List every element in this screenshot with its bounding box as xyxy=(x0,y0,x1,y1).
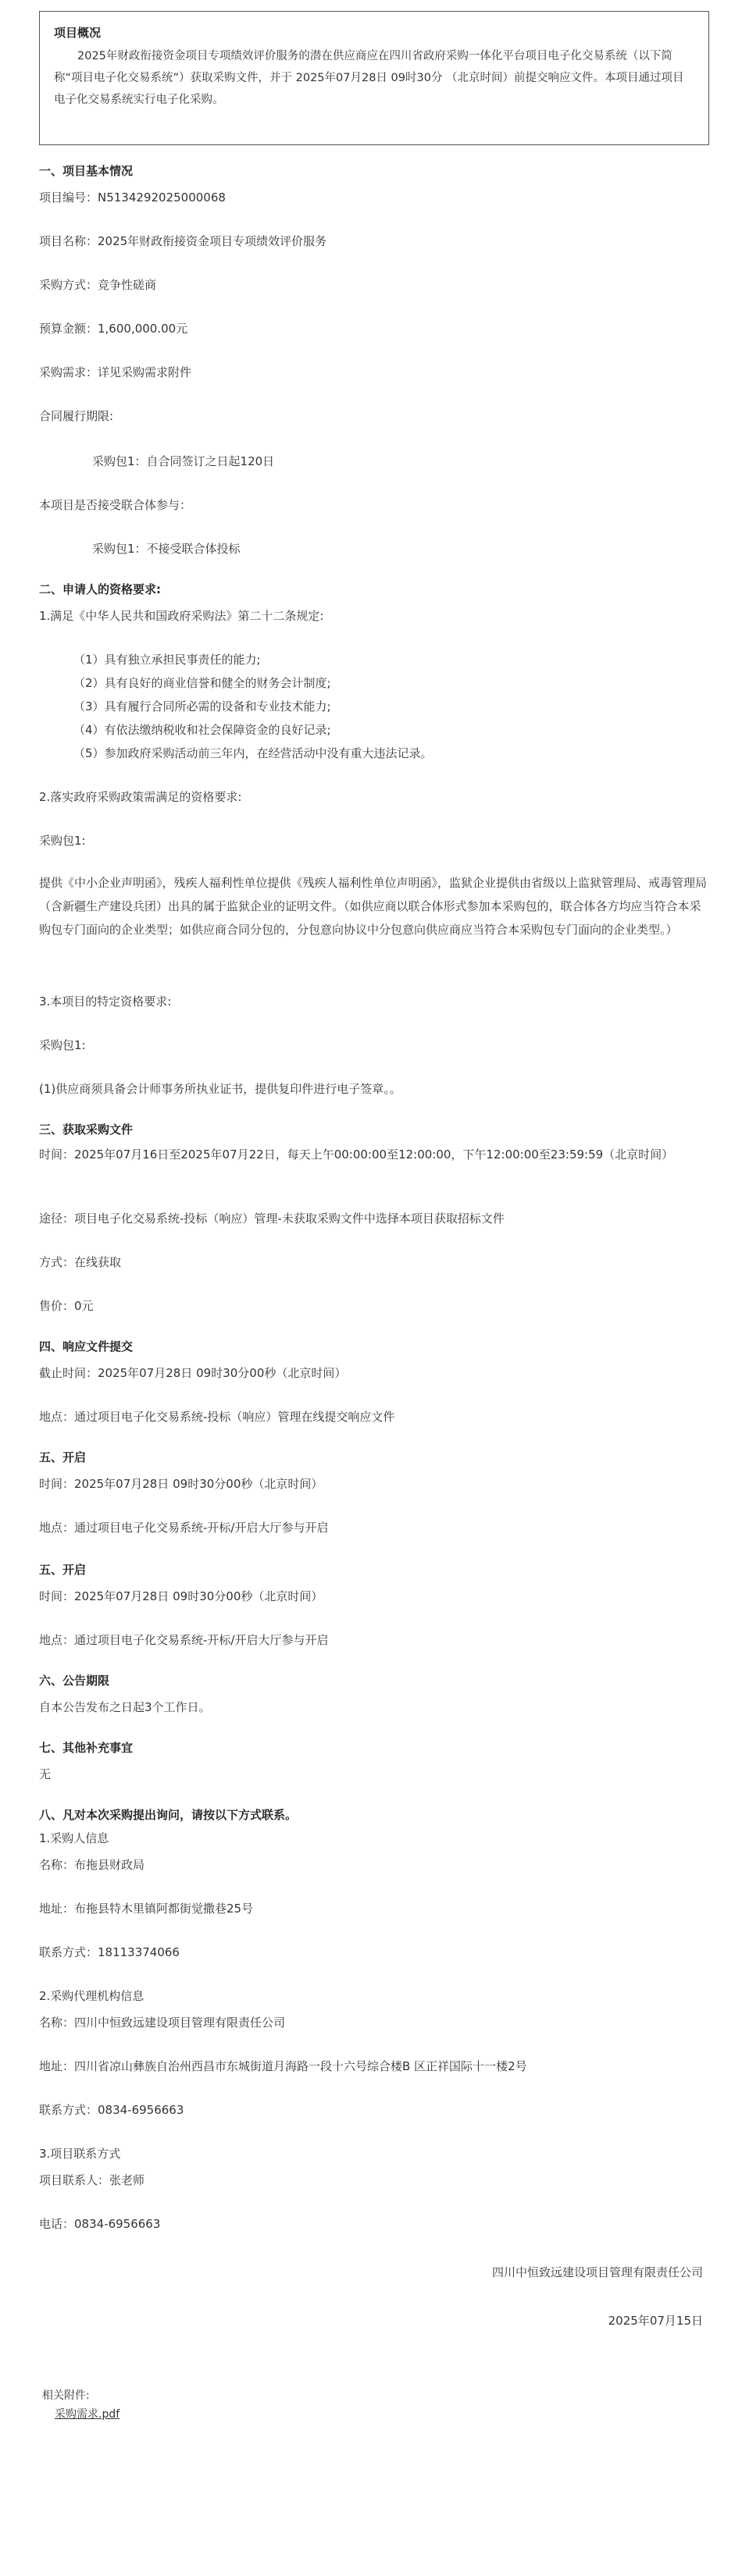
section-4-heading: 四、响应文件提交 xyxy=(39,1340,134,1354)
attachments-label: 相关附件: xyxy=(42,2389,90,2402)
agency-address: 地址：四川省凉山彝族自治州西昌市东城街道月海路一段十六号综合楼B 区正祥国际十一楼2号 xyxy=(39,2059,527,2073)
document-acquisition-mode: 方式：在线获取 xyxy=(39,1255,122,1269)
project-number: 项目编号：N5134292025000068 xyxy=(39,190,226,205)
project-contact-person: 项目联系人：张老师 xyxy=(39,2173,145,2187)
submission-deadline: 截止时间：2025年07月28日 09时30分00秒（北京时间） xyxy=(39,1366,347,1380)
qualification-item-3: 3.本项目的特定资格要求: xyxy=(39,994,172,1009)
document-acquisition-channel: 途径：项目电子化交易系统-投标（响应）管理-未获取采购文件中选择本项目获取招标文件 xyxy=(39,1212,505,1226)
procurement-requirement: 采购需求：详见采购需求附件 xyxy=(39,365,192,379)
specific-requirement-text: (1)供应商须具备会计师事务所执业证书，提供复印件进行电子签章。。 xyxy=(39,1082,401,1096)
contract-period-package: 采购包1：自合同签订之日起120日 xyxy=(92,454,275,468)
section-2-heading: 二、申请人的资格要求: xyxy=(39,582,161,596)
buyer-phone: 联系方式：18113374066 xyxy=(39,1945,180,1959)
section-1-heading: 一、项目基本情况 xyxy=(39,164,134,178)
section-8-heading: 八、凡对本次采购提出询问，请按以下方式联系。 xyxy=(39,1808,298,1822)
qualification-list-item: （3）具有履行合同所必需的设备和专业技术能力; xyxy=(73,699,331,713)
overview-title: 项目概况 xyxy=(54,26,102,40)
project-contact-title: 3.项目联系方式 xyxy=(39,2147,121,2161)
buyer-name: 名称：布拖县财政局 xyxy=(39,1858,145,1872)
consortium-package: 采购包1：不接受联合体投标 xyxy=(92,542,241,556)
opening-time-repeat: 时间：2025年07月28日 09时30分00秒（北京时间） xyxy=(39,1589,323,1603)
qualification-list-item: （1）具有独立承担民事责任的能力; xyxy=(73,653,261,667)
contract-period-label: 合同履行期限: xyxy=(39,409,114,423)
agency-phone: 联系方式：0834-6956663 xyxy=(39,2103,184,2117)
project-name: 项目名称：2025年财政衔接资金项目专项绩效评价服务 xyxy=(39,234,327,248)
qualification-list-item: （2）具有良好的商业信誉和健全的财务会计制度; xyxy=(73,676,331,690)
buyer-info-title: 1.采购人信息 xyxy=(39,1831,109,1845)
section-5-repeat-heading: 五、开启 xyxy=(39,1563,87,1577)
policy-package-label: 采购包1: xyxy=(39,834,86,848)
submission-place: 地点：通过项目电子化交易系统-投标（响应）管理在线提交响应文件 xyxy=(39,1410,395,1424)
opening-time: 时间：2025年07月28日 09时30分00秒（北京时间） xyxy=(39,1477,323,1491)
signature-company: 四川中恒致远建设项目管理有限责任公司 xyxy=(491,2265,703,2279)
qualification-list-item: （5）参加政府采购活动前三年内，在经营活动中没有重大违法记录。 xyxy=(73,746,433,760)
section-5-heading: 五、开启 xyxy=(39,1450,87,1464)
project-contact-phone: 电话：0834-6956663 xyxy=(39,2217,161,2231)
buyer-address: 地址：布拖县特木里镇阿都街觉撒巷25号 xyxy=(39,1902,254,1916)
attachment-link[interactable]: 采购需求.pdf xyxy=(55,2408,120,2421)
agency-info-title: 2.采购代理机构信息 xyxy=(39,1989,144,2003)
announcement-period: 自本公告发布之日起3个工作日。 xyxy=(39,1700,211,1714)
consortium-label: 本项目是否接受联合体参与： xyxy=(39,498,192,512)
opening-place-repeat: 地点：通过项目电子化交易系统-开标/开启大厅参与开启 xyxy=(39,1633,329,1647)
budget-amount: 预算金额：1,600,000.00元 xyxy=(39,322,188,336)
document-acquisition-time: 时间：2025年07月16日至2025年07月22日，每天上午00:00:00至12:00:00，下午12:00:00至23:59:59（北京时间） xyxy=(39,1147,674,1162)
signature-date: 2025年07月15日 xyxy=(608,2314,703,2328)
document-price: 售价：0元 xyxy=(39,1299,94,1313)
qualification-list-item: （4）有依法缴纳税收和社会保障资金的良好记录; xyxy=(73,723,331,737)
procurement-method: 采购方式：竞争性磋商 xyxy=(39,278,157,292)
section-7-heading: 七、其他补充事宜 xyxy=(39,1741,134,1755)
project-overview-box xyxy=(39,11,709,145)
section-6-heading: 六、公告期限 xyxy=(39,1674,110,1688)
opening-place: 地点：通过项目电子化交易系统-开标/开启大厅参与开启 xyxy=(39,1521,329,1535)
qualification-item-1: 1.满足《中华人民共和国政府采购法》第二十二条规定: xyxy=(39,609,324,623)
supplementary-matters: 无 xyxy=(39,1767,52,1781)
specific-package-label: 采购包1: xyxy=(39,1038,86,1052)
qualification-item-2: 2.落实政府采购政策需满足的资格要求: xyxy=(39,790,242,804)
policy-requirement-text: 提供《中小企业声明函》，残疾人福利性单位提供《残疾人福利性单位声明函》，监狱企业提供由省级以上监狱管理局、戒毒管理局（含新疆生产建设兵团）出具的属于监狱企业的证明文件。（如供应商以联合体形式参加本采购包的，联合体各方均应当符合本采购包专门面向的企业类型；如供应商合同分包的，分包意向协议中分包意向供应商应当符合本采购包专门面向的企业类型。） xyxy=(39,876,708,937)
section-3-heading: 三、获取采购文件 xyxy=(39,1123,134,1137)
overview-text: 2025年财政衔接资金项目专项绩效评价服务的潜在供应商应在四川省政府采购一体化平台项目电子化交易系统（以下简称“项目电子化交易系统”）获取采购文件，并于 2025年07月28日 09时30分 （北京时间）前提交响应文件。本项目通过项目电子化交易系统实行电子化采购。 xyxy=(54,50,684,106)
agency-name: 名称：四川中恒致远建设项目管理有限责任公司 xyxy=(39,2016,286,2030)
